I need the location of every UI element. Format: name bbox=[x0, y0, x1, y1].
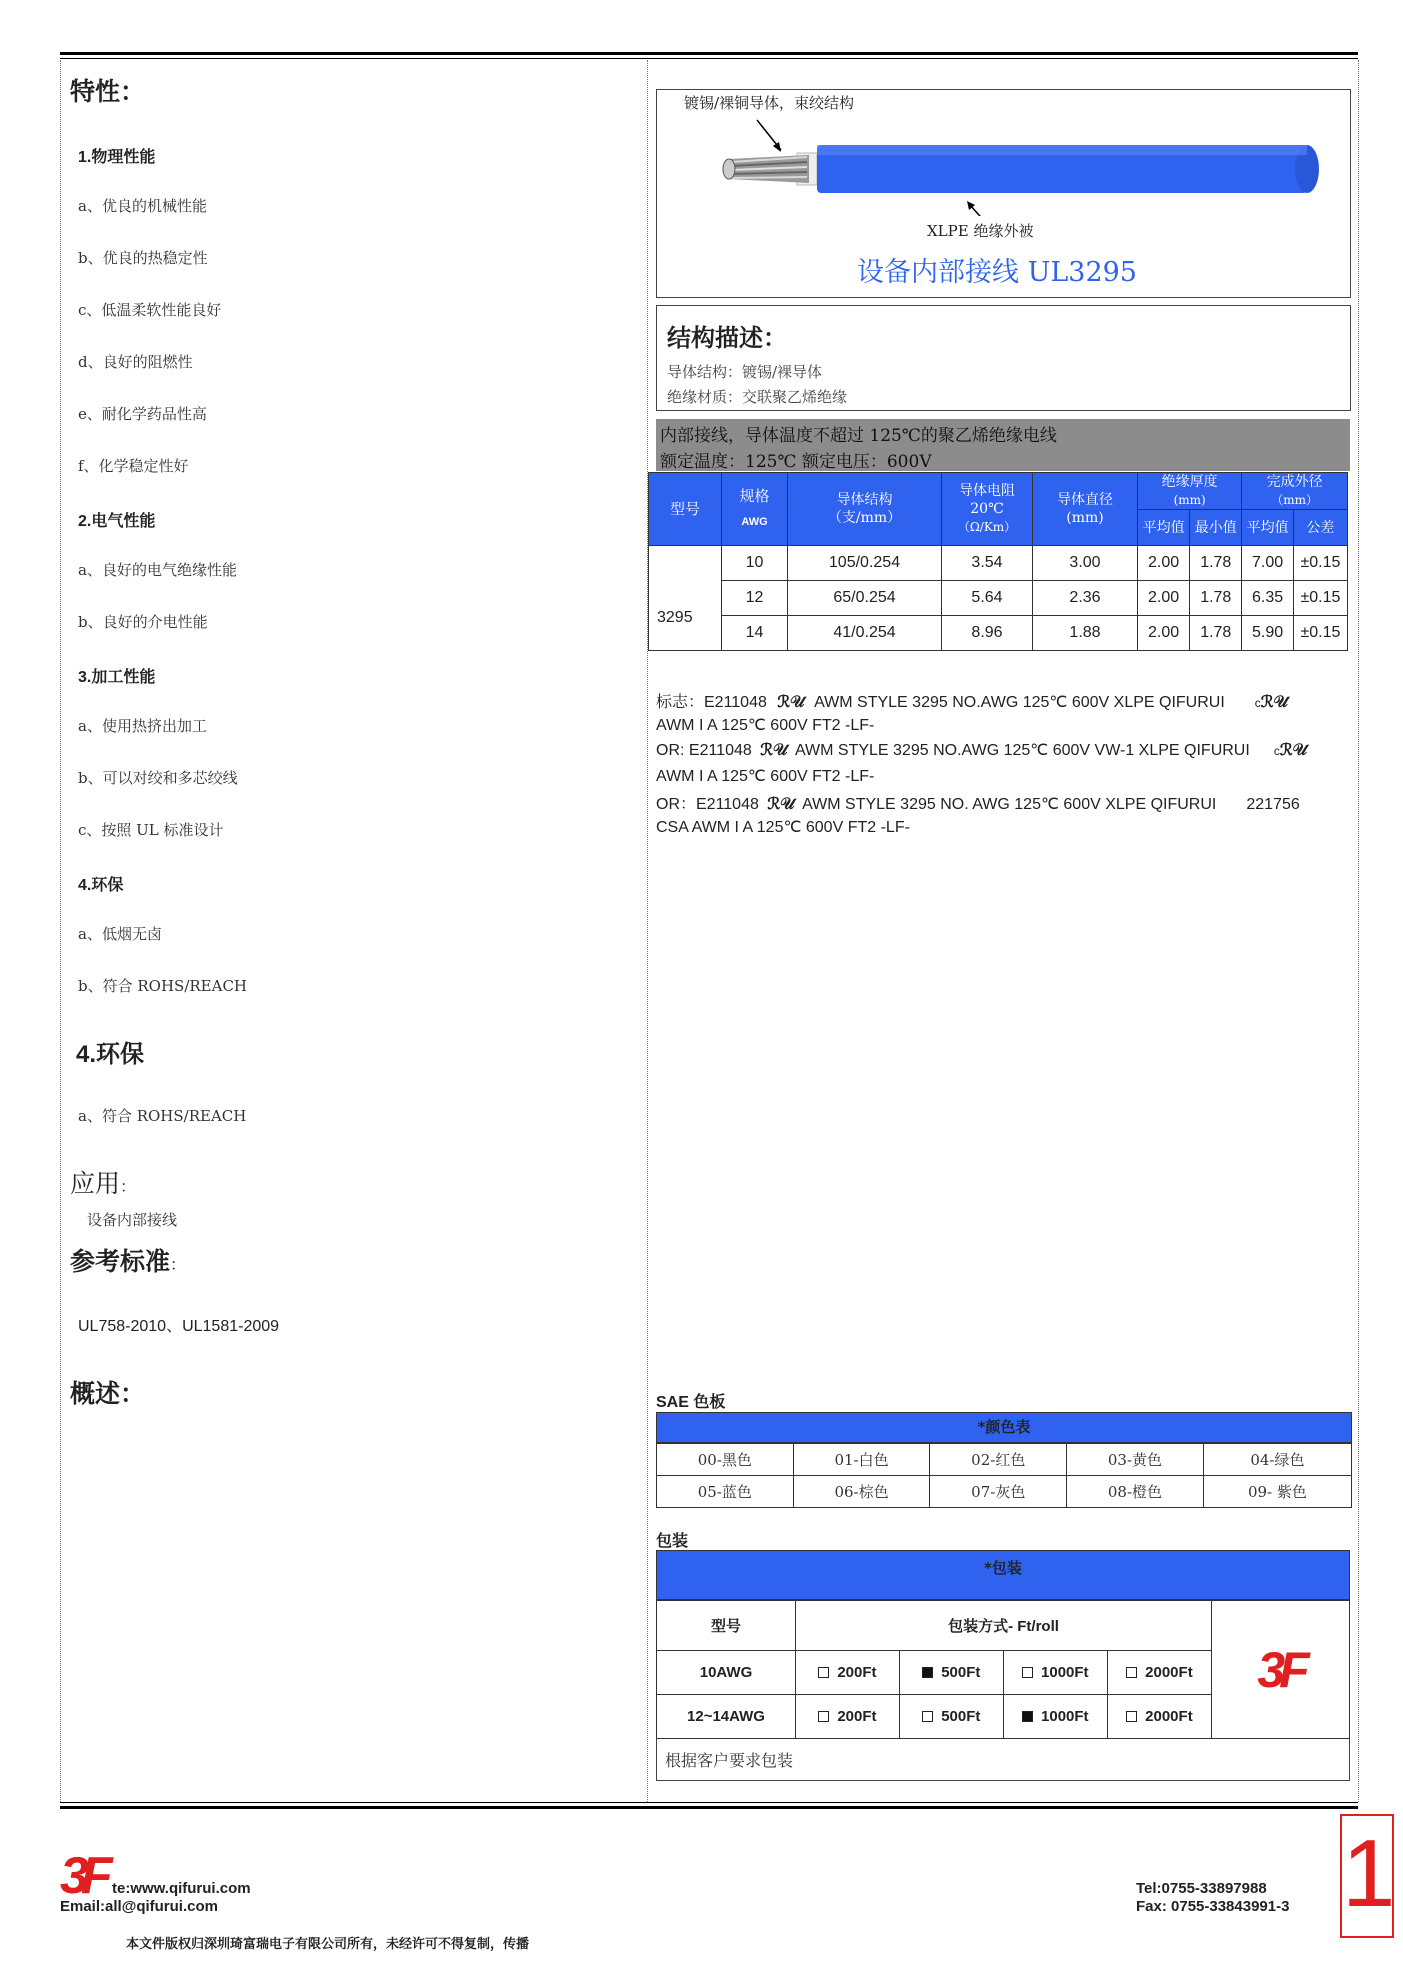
insulation-label: XLPE 绝缘外被 bbox=[927, 222, 1034, 240]
spec-cell: 105/0.254 bbox=[788, 546, 942, 581]
spec-cell: ±0.15 bbox=[1293, 581, 1347, 616]
jacket-highlight bbox=[817, 145, 1307, 155]
spec-cell: 2.00 bbox=[1138, 581, 1190, 616]
standards-title: 参考标准： bbox=[70, 1247, 187, 1276]
checkbox-checked-icon bbox=[922, 1667, 933, 1678]
checkbox-icon bbox=[1022, 1667, 1033, 1678]
feature-item: a、使用热挤出加工 bbox=[78, 717, 207, 735]
spec-header-resistance: 导体电阻 20℃ （Ω/Km） bbox=[942, 473, 1033, 546]
feature-item: a、优良的机械性能 bbox=[78, 197, 207, 215]
group-title: 1.物理性能 bbox=[78, 149, 156, 166]
packaging-title: *包装 bbox=[656, 1550, 1350, 1600]
spec-cell: 5.90 bbox=[1242, 616, 1294, 651]
color-cell: 02-红色 bbox=[930, 1444, 1067, 1476]
packaging-option: 2000Ft bbox=[1107, 1695, 1211, 1739]
spec-cell: 2.00 bbox=[1138, 616, 1190, 651]
table-row bbox=[649, 546, 1348, 581]
env-item: a、符合 ROHS/REACH bbox=[78, 1107, 247, 1125]
packaging-option: 500Ft bbox=[899, 1651, 1003, 1695]
packaging-header-method: 包装方式- Ft/roll bbox=[796, 1601, 1212, 1651]
feature-item: c、低温柔软性能良好 bbox=[78, 301, 222, 319]
ul-icon: ℛ𝒰 bbox=[760, 742, 788, 759]
marking-line-6: CSA AWM I A 125℃ 600V FT2 -LF- bbox=[656, 819, 910, 836]
cable-diagram bbox=[656, 89, 1351, 298]
spec-cell: ±0.15 bbox=[1293, 616, 1347, 651]
spec-cell: 1.78 bbox=[1190, 616, 1242, 651]
rating-bar bbox=[656, 419, 1350, 471]
spec-model-cell: 3295 bbox=[649, 546, 722, 651]
color-cell: 04-绿色 bbox=[1203, 1444, 1351, 1476]
spec-cell: 1.78 bbox=[1190, 581, 1242, 616]
footer-fax: Fax: 0755-33843991-3 bbox=[1136, 1898, 1290, 1915]
ul-icon: ℛ𝒰 bbox=[777, 694, 805, 711]
conductor-label: 镀锡/裸铜导体，束绞结构 bbox=[684, 94, 855, 112]
packaging-table bbox=[656, 1600, 1350, 1739]
group-title: 2.电气性能 bbox=[78, 513, 156, 530]
feature-item: b、优良的热稳定性 bbox=[78, 249, 208, 267]
packaging-header-model: 型号 bbox=[657, 1601, 796, 1651]
packaging-option: 2000Ft bbox=[1107, 1651, 1211, 1695]
column-divider bbox=[647, 60, 648, 1802]
structure-conductor: 导体结构：镀锡/裸导体 bbox=[667, 363, 823, 381]
spec-cell: 14 bbox=[722, 616, 788, 651]
top-rule-thin bbox=[60, 58, 1358, 59]
packaging-option: 1000Ft bbox=[1003, 1651, 1107, 1695]
right-border bbox=[1358, 60, 1359, 1802]
footer-tel: Tel:0755-33897988 bbox=[1136, 1880, 1267, 1897]
packaging-model: 10AWG bbox=[657, 1651, 796, 1695]
overview-title: 概述： bbox=[70, 1379, 146, 1408]
packaging-option: 200Ft bbox=[796, 1695, 900, 1739]
packaging-label: 包装 bbox=[656, 1533, 689, 1550]
marking-line-3: OR: E211048 ℛ𝒰 AWM STYLE 3295 NO.AWG 125℃ 600V VW-1 XLPE QIFURUI cℛ𝒰 bbox=[656, 742, 1307, 759]
rating-line-2: 额定温度：125℃ 额定电压：600V bbox=[660, 452, 932, 472]
footer-website: te:www.qifurui.com bbox=[112, 1880, 251, 1897]
rating-line-1: 内部接线，导体温度不超过 125℃的聚乙烯绝缘电线 bbox=[660, 426, 1057, 446]
footer-logo-icon: 3F bbox=[60, 1847, 105, 1905]
spec-header-avg2: 平均值 bbox=[1242, 510, 1294, 546]
color-cell: 06-棕色 bbox=[793, 1476, 930, 1508]
marking-line-1: 标志：E211048 ℛ𝒰 AWM STYLE 3295 NO.AWG 125℃ 600V XLPE QIFURUI cℛ𝒰 bbox=[656, 694, 1288, 711]
spec-header-min: 最小值 bbox=[1190, 510, 1242, 546]
bottom-rule-thin bbox=[60, 1802, 1358, 1803]
spec-cell: ±0.15 bbox=[1293, 546, 1347, 581]
standards-text: UL758-2010、UL1581-2009 bbox=[78, 1318, 280, 1335]
feature-item: b、符合 ROHS/REACH bbox=[78, 977, 248, 995]
color-cell: 01-白色 bbox=[793, 1444, 930, 1476]
page-number: 1 bbox=[1342, 1820, 1396, 1927]
color-cell: 08-橙色 bbox=[1067, 1476, 1204, 1508]
spec-cell: 8.96 bbox=[942, 616, 1033, 651]
spec-header-avg: 平均值 bbox=[1138, 510, 1190, 546]
table-row bbox=[649, 581, 1348, 616]
packaging-option: 1000Ft bbox=[1003, 1695, 1107, 1739]
spec-cell: 2.36 bbox=[1033, 581, 1138, 616]
packaging-note: 根据客户要求包装 bbox=[665, 1751, 794, 1770]
spec-cell: 7.00 bbox=[1242, 546, 1294, 581]
spec-cell: 10 bbox=[722, 546, 788, 581]
env-title: 4.环保 bbox=[76, 1041, 145, 1068]
cable-illustration bbox=[717, 106, 1337, 216]
features-title: 特性： bbox=[70, 77, 146, 106]
spec-cell: 41/0.254 bbox=[788, 616, 942, 651]
packaging-logo bbox=[1212, 1601, 1350, 1739]
checkbox-checked-icon bbox=[1022, 1711, 1033, 1722]
color-table-label: SAE 色板 bbox=[656, 1394, 726, 1411]
marking-line-5: OR：E211048 ℛ𝒰 AWM STYLE 3295 NO. AWG 125℃ 600V XLPE QIFURUI 221756 bbox=[656, 796, 1300, 813]
packaging-option: 500Ft bbox=[899, 1695, 1003, 1739]
feature-item: e、耐化学药品性高 bbox=[78, 405, 207, 423]
feature-item: d、良好的阻燃性 bbox=[78, 353, 193, 371]
spec-cell: 12 bbox=[722, 581, 788, 616]
feature-item: b、良好的介电性能 bbox=[78, 613, 208, 631]
footer-email: Email:all@qifurui.com bbox=[60, 1898, 218, 1915]
spec-cell: 1.88 bbox=[1033, 616, 1138, 651]
ul-icon: ℛ𝒰 bbox=[767, 796, 795, 813]
spec-cell: 6.35 bbox=[1242, 581, 1294, 616]
spec-cell: 5.64 bbox=[942, 581, 1033, 616]
group-title: 3.加工性能 bbox=[78, 669, 156, 686]
spec-cell: 3.00 bbox=[1033, 546, 1138, 581]
left-border bbox=[60, 60, 61, 1802]
checkbox-icon bbox=[818, 1711, 829, 1722]
application-title: 应用： bbox=[70, 1169, 137, 1198]
checkbox-icon bbox=[922, 1711, 933, 1722]
group-title: 4.环保 bbox=[78, 877, 124, 894]
feature-item: c、按照 UL 标准设计 bbox=[78, 821, 224, 839]
table-row bbox=[657, 1444, 1352, 1476]
page-number-box bbox=[1340, 1814, 1394, 1938]
color-cell: 05-蓝色 bbox=[657, 1476, 794, 1508]
checkbox-icon bbox=[818, 1667, 829, 1678]
table-row bbox=[649, 616, 1348, 651]
feature-item: a、低烟无卤 bbox=[78, 925, 162, 943]
table-row bbox=[657, 1476, 1352, 1508]
checkbox-icon bbox=[1126, 1711, 1137, 1722]
spec-table bbox=[648, 472, 1348, 651]
feature-item: a、良好的电气绝缘性能 bbox=[78, 561, 237, 579]
spec-header-od: 完成外径 （mm） bbox=[1242, 473, 1348, 510]
spec-header-structure: 导体结构（支/mm） bbox=[788, 473, 942, 546]
footer-copyright: 本文件版权归深圳琦富瑞电子有限公司所有，未经许可不得复制，传播 bbox=[126, 1937, 530, 1952]
cul-icon: ℛ𝒰 bbox=[1260, 694, 1288, 711]
color-cell: 00-黑色 bbox=[657, 1444, 794, 1476]
checkbox-icon bbox=[1126, 1667, 1137, 1678]
packaging-model: 12~14AWG bbox=[657, 1695, 796, 1739]
bottom-rule bbox=[60, 1806, 1358, 1809]
application-text: 设备内部接线 bbox=[87, 1211, 178, 1229]
cul-icon: ℛ𝒰 bbox=[1279, 742, 1307, 759]
packaging-note-box bbox=[656, 1738, 1350, 1781]
color-cell: 03-黄色 bbox=[1067, 1444, 1204, 1476]
spec-header-size: 规格 AWG bbox=[722, 473, 788, 546]
feature-item: b、可以对绞和多芯绞线 bbox=[78, 769, 238, 787]
structure-insulation: 绝缘材质：交联聚乙烯绝缘 bbox=[667, 388, 848, 406]
spec-header-diameter: 导体直径(mm) bbox=[1033, 473, 1138, 546]
marking-line-4: AWM I A 125℃ 600V FT2 -LF- bbox=[656, 768, 875, 785]
conductor-strands bbox=[723, 155, 809, 183]
color-table bbox=[656, 1443, 1352, 1508]
spec-cell: 1.78 bbox=[1190, 546, 1242, 581]
structure-box bbox=[656, 305, 1351, 411]
brand-logo-icon: 3F bbox=[1257, 1641, 1304, 1698]
product-title: 设备内部接线 UL3295 bbox=[857, 257, 1137, 288]
color-cell: 07-灰色 bbox=[930, 1476, 1067, 1508]
structure-title: 结构描述： bbox=[667, 324, 787, 352]
feature-item: f、化学稳定性好 bbox=[78, 457, 189, 475]
spec-cell: 65/0.254 bbox=[788, 581, 942, 616]
packaging-option: 200Ft bbox=[796, 1651, 900, 1695]
top-rule bbox=[60, 52, 1358, 55]
spec-cell: 2.00 bbox=[1138, 546, 1190, 581]
spec-cell: 3.54 bbox=[942, 546, 1033, 581]
color-table-title: *颜色表 bbox=[656, 1412, 1352, 1443]
spec-header-tol: 公差 bbox=[1293, 510, 1347, 546]
conductor-arrowhead bbox=[773, 142, 781, 152]
spec-header-model: 型号 bbox=[649, 473, 722, 546]
spec-header-insulation: 绝缘厚度 (mm) bbox=[1138, 473, 1242, 510]
color-cell: 09- 紫色 bbox=[1203, 1476, 1351, 1508]
marking-line-2: AWM I A 125℃ 600V FT2 -LF- bbox=[656, 717, 875, 734]
